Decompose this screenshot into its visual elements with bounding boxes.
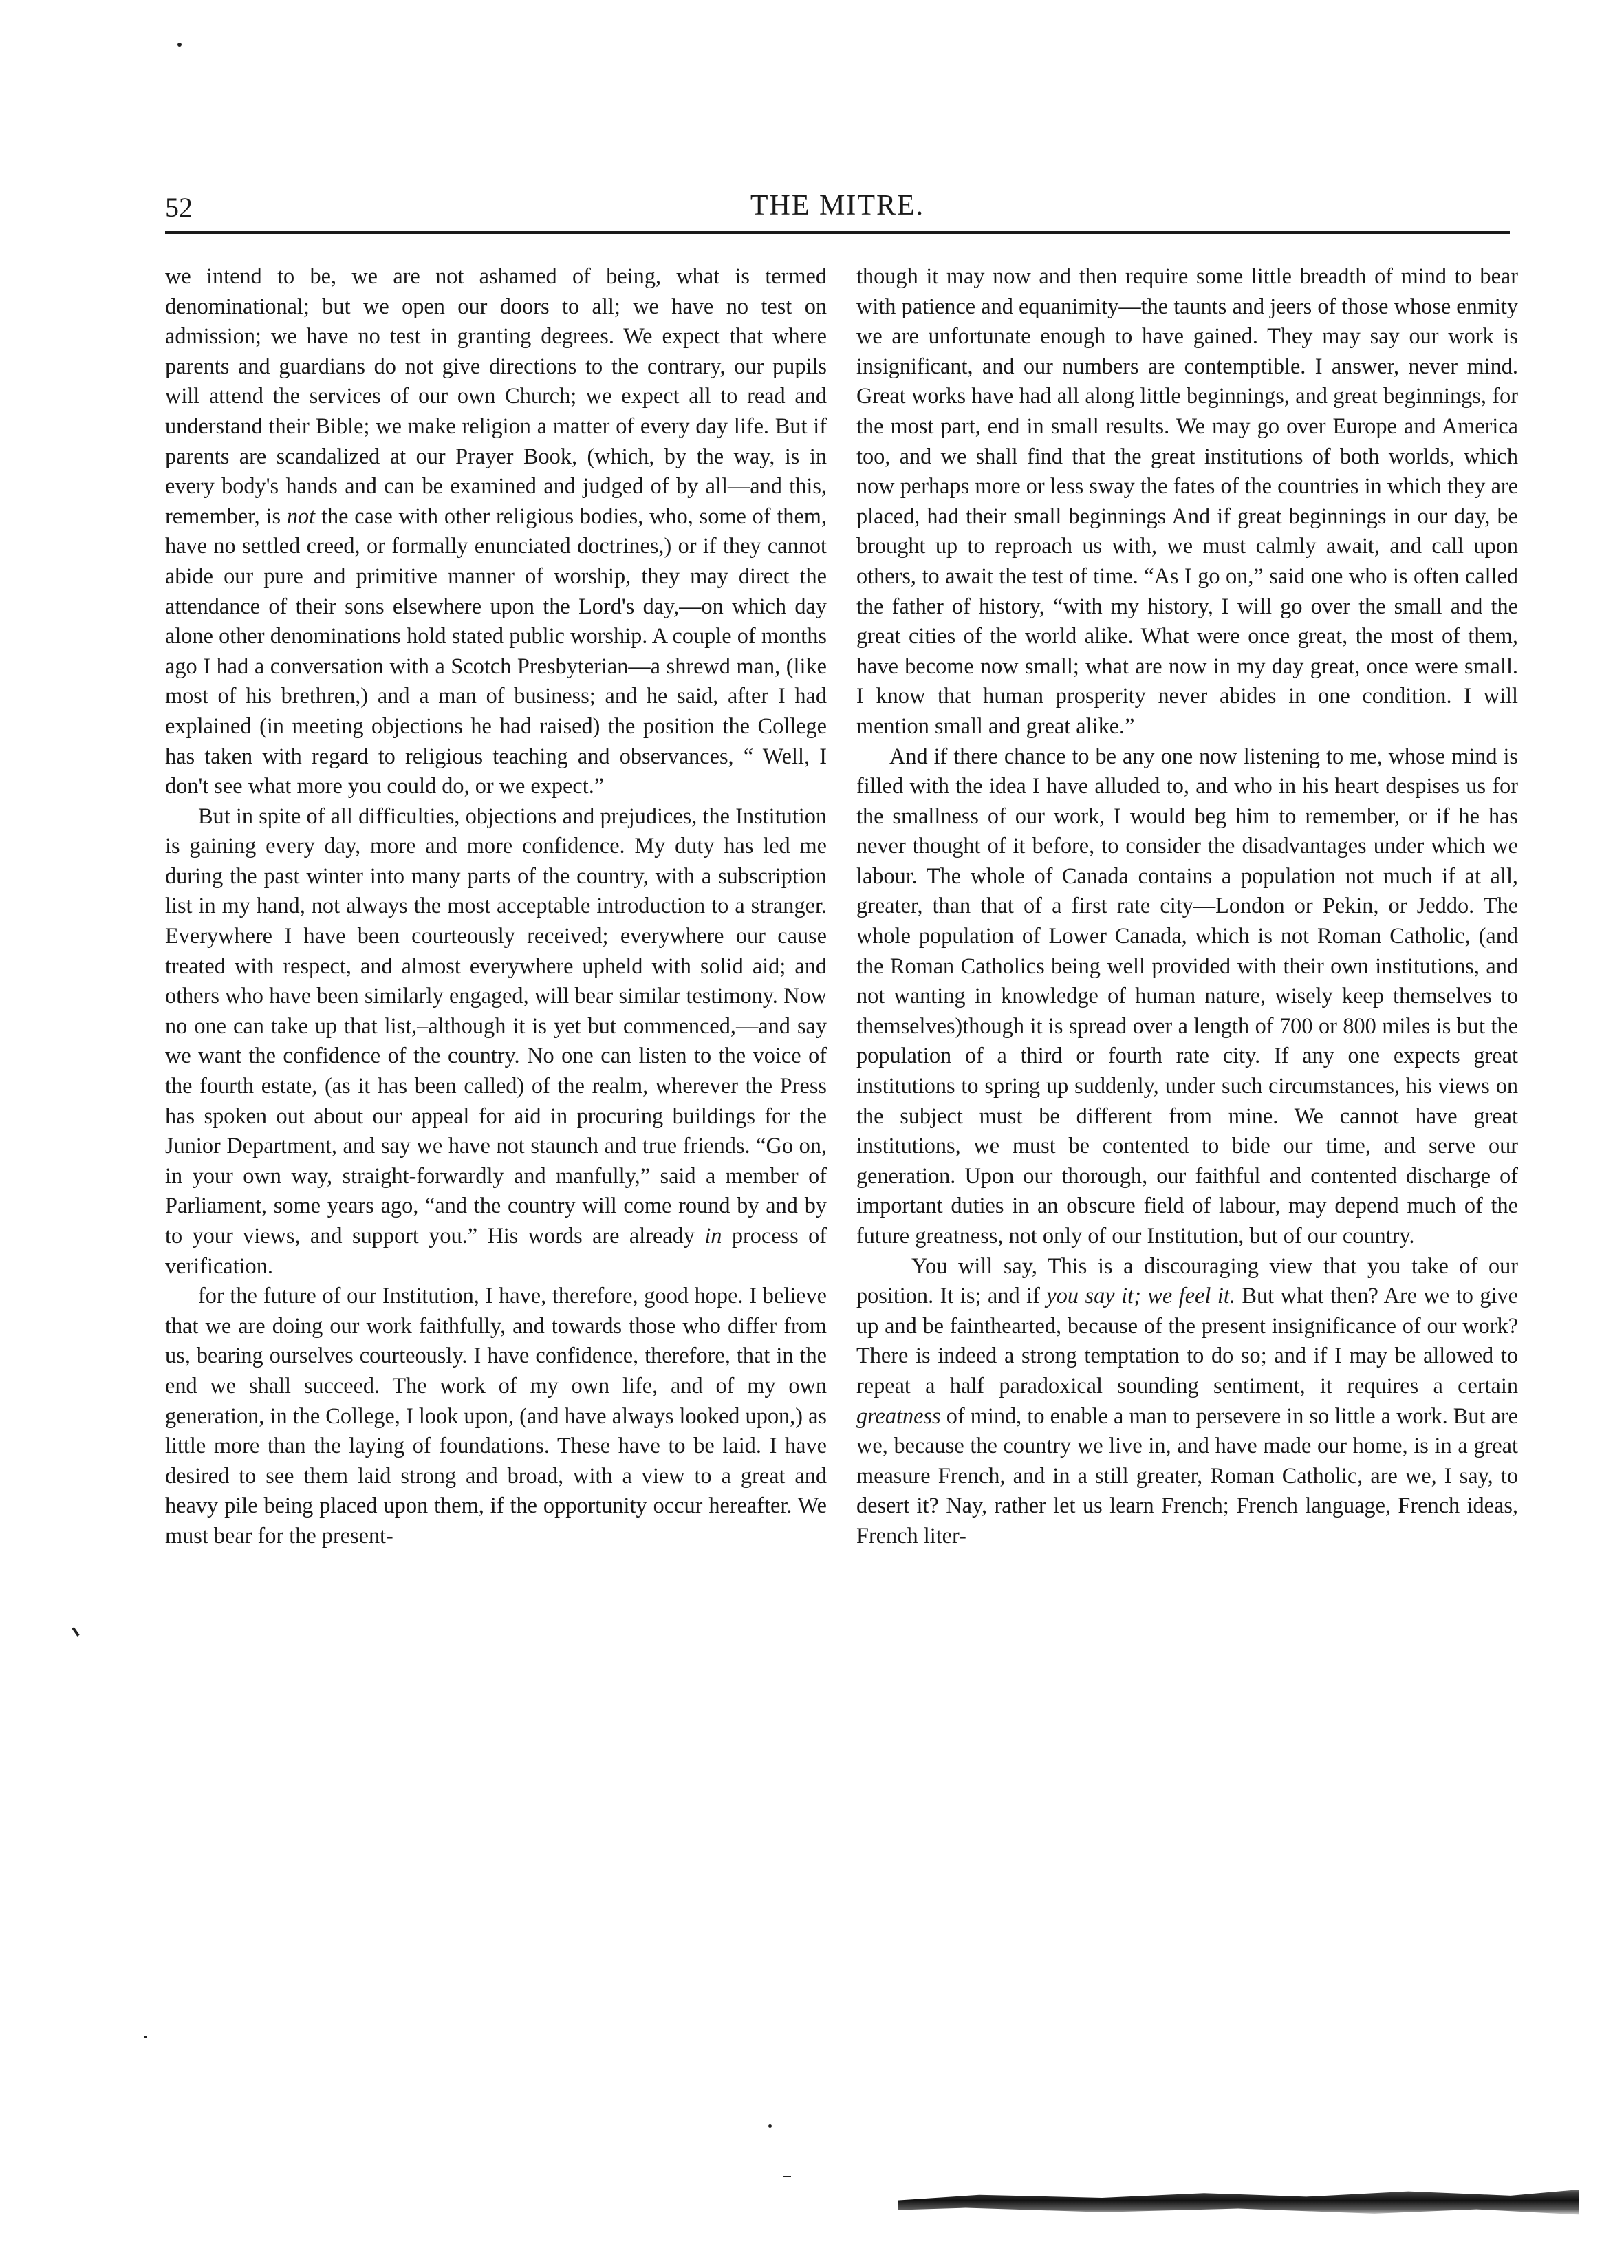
- paragraph: You will say, This is a discouraging view that you take of our position. It is; and if you say it; we feel it. But what then? Are we to give up and be fainthearted, because of the present insignificance of our work? There is indeed a strong temptation to do so; and if I may be allowed to repeat a half paradoxical sounding sentiment, it requires a certain greatness of mind, to enable a man to persevere in so little a work. But are we, because the country we live in, and have made our home, is in a great measure French, and in a still greater, Roman Catholic, are we, I say, to desert it? Nay, rather let us learn French; French language, French ideas, French liter-: [856, 1253, 1518, 1548]
- page-number: 52: [165, 192, 193, 223]
- paragraph: we intend to be, we are not ashamed of being, what is termed denominational; but we open our doors to all; we have no test on admission; we have no test in granting degrees. We expect that where parents and guardians do not give directions to the contrary, our pupils will attend the services of our own Church; we expect all to read and understand their Bible; we make religion a matter of every day life. But if parents are scandalized at our Prayer Book, (which, by the way, is in every body's hands and can be examined and judged of by all—and this, remember, is not the case with other religious bodies, who, some of them, have no settled creed, or formally enunciated doctrines,) or if they cannot abide our pure and primitive manner of worship, they may direct the attendance of their sons elsewhere upon the Lord's day,—on which day alone other denominations hold stated public worship. A couple of months ago I had a conversation with a Scotch Presbyterian—a shrewd man, (like most of his brethren,) and a man of business; and he said, after I had explained (in meeting objections he had raised) the position the College has taken with regard to religious teaching and observances, “ Well, I don't see what more you could do, or we expect.”: [165, 263, 827, 799]
- paragraph: though it may now and then require some little breadth of mind to bear with patience and equanimity—the taunts and jeers of those whose enmity we are unfortunate enough to have gained. They may say our work is insignificant, and our numbers are contemptible. I answer, never mind. Great works have had all along little beginnings, and great beginnings, for the most part, end in small results. We may go over Europe and America too, and we shall find that the great institutions of both worlds, which now perhaps more or less sway the fates of the countries in which they are placed, had their small beginnings And if great beginnings in our day, be brought up to reproach us with, we must calmly await, and call upon others, to await the test of time. “As I go on,” said one who is often called the father of history, “with my history, I will go over the small and the great cities of the world alike. What were once great, the most of them, have become now small; what are now in my day great, once were small. I know that human prosperity never abides in one condition. I will mention small and great alike.”: [856, 263, 1518, 738]
- paragraph: And if there chance to be any one now listening to me, whose mind is filled with the idea I have alluded to, and who in his heart despises us for the smallness of our work, I would beg him to remember, or if he has never thought of it before, to consider the disadvantages under which we labour. The whole of Canada contains a population not much if at all, greater, than that of a first rate city—London or Pekin, or Jeddo. The whole population of Lower Canada, which is not Roman Catholic, (and the Roman Catholics being well provided with their own institutions, and not wanting in knowledge of human nature, wisely keep themselves to themselves)though it is spread over a length of 700 or 800 miles is but the population of a third or fourth rate city. If any one expects great institutions to spring up suddenly, under such circumstances, his views on the subject must be different from mine. We cannot have great institutions, we must be contented to bide our time, and serve our generation. Upon our thorough, our faithful and contented discharge of important duties in an obscure field of labour, may depend much of the future greatness, not only of our Institution, but of our country.: [856, 743, 1518, 1248]
- right-column: [856, 261, 1518, 1551]
- page-header: [165, 186, 1510, 234]
- scan-speck: [177, 43, 182, 47]
- scan-speck: [783, 2176, 791, 2177]
- left-column: [165, 261, 827, 1551]
- scan-speck: [144, 2036, 147, 2038]
- scan-smear: [898, 2181, 1579, 2216]
- journal-title: THE MITRE.: [750, 190, 925, 222]
- scan-speck: [768, 2124, 772, 2128]
- paragraph: But in spite of all difficulties, objections and prejudices, the Institution is gaining every day, more and more confidence. My duty has led me during the past winter into many parts of the country, with a subscription list in my hand, not always the most acceptable introduction to a stranger. Everywhere I have been courteously received; everywhere our cause treated with respect, and almost everywhere upheld with solid aid; and others who have been similarly engaged, will bear similar testimony. Now no one can take up that list,–although it is yet but commenced,—and say we want the confidence of the country. No one can listen to the voice of the fourth estate, (as it has been called) of the realm, wherever the Press has spoken out about our appeal for aid in procuring buildings for the Junior Department, and say we have not staunch and true friends. “Go on, in your own way, straight-forwardly and manfully,” said a member of Parliament, some years ago, “and the country will come round by and by to your views, and support you.” His words are already in process of verification.: [165, 803, 827, 1278]
- paragraph: for the future of our Institution, I have, therefore, good hope. I believe that we are doing our work faithfully, and towards those who differ from us, bearing ourselves courteously. I have confidence, therefore, that in the end we shall succeed. The work of my own life, and of my own generation, in the College, I look upon, (and have always looked upon,) as little more than the laying of foundations. These have to be laid. I have desired to see them laid strong and broad, with a view to a great and heavy pile being placed upon them, if the opportunity occur hereafter. We must bear for the present-: [165, 1283, 827, 1548]
- header-rule: [165, 231, 1510, 234]
- scan-speck: [72, 1627, 79, 1637]
